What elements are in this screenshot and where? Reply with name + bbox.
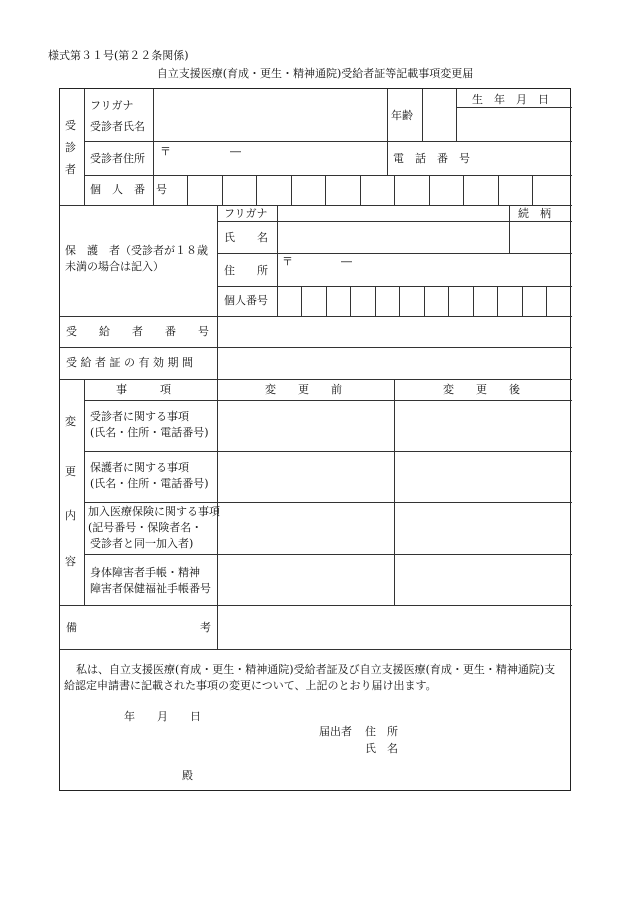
guardian-postal-mark: 〒: [282, 255, 293, 268]
patient-group-label-1: 受: [65, 119, 76, 132]
declaration-name-label: 氏 名: [365, 742, 398, 755]
patient-birth-date-field[interactable]: [457, 108, 571, 140]
guardian-individual-number-label: 個人番号: [224, 294, 268, 307]
recipient-number-field[interactable]: [218, 317, 571, 346]
patient-individual-number-field[interactable]: [154, 176, 571, 204]
patient-address-label: 受診者住所: [90, 152, 145, 165]
change-row-1-after-field[interactable]: [395, 401, 571, 450]
changes-group-label-2: 更: [65, 465, 76, 478]
patient-group-label-3: 者: [65, 163, 76, 176]
change-row-2-after-field[interactable]: [395, 452, 571, 501]
changes-group-label-4: 容: [65, 555, 76, 568]
patient-name-field[interactable]: [154, 90, 386, 140]
change-row-1-line1: 受診者に関する事項: [90, 410, 189, 423]
change-row-3-before-field[interactable]: [218, 503, 393, 553]
patient-address-field[interactable]: [154, 142, 386, 174]
patient-age-label: 年齢: [391, 109, 413, 122]
change-row-1-line2: (氏名・住所・電話番号): [90, 426, 209, 439]
changes-col-after: 変 更 後: [443, 383, 520, 396]
patient-birth-date-label: 生 年 月 日: [472, 93, 549, 106]
change-row-4-after-field[interactable]: [395, 555, 571, 604]
changes-group-label-3: 内: [65, 509, 76, 522]
patient-phone-label: 電 話 番 号: [393, 152, 470, 165]
validity-period-field[interactable]: [218, 348, 571, 378]
patient-name-label: 受診者氏名: [90, 120, 145, 133]
submitter-name-field[interactable]: [410, 739, 560, 757]
change-row-4-line1: 身体障害者手帳・精神: [90, 566, 200, 579]
form-number: 様式第３１号(第２２条関係): [48, 49, 189, 62]
change-row-3-line2: (記号番号・保険者名・: [88, 521, 203, 534]
submitter-address-field[interactable]: [410, 721, 560, 739]
patient-individual-number-label: 個 人 番 号: [90, 183, 167, 196]
patient-postal-mark: 〒: [160, 145, 171, 158]
declaration-text: 私は、自立支援医療(育成・更生・精神通院)受給者証及び自立支援医療(育成・更生・精神通院)支給認定申請書に記載された事項の変更について、上記のとおり届け出ます。: [64, 663, 556, 692]
form-sheet: [59, 88, 571, 791]
guardian-name-field[interactable]: [278, 206, 508, 252]
change-row-2-line2: (氏名・住所・電話番号): [90, 477, 209, 490]
change-row-2-before-field[interactable]: [218, 452, 393, 501]
change-row-3-line1: 加入医療保険に関する事項: [88, 505, 220, 518]
change-row-3-after-field[interactable]: [395, 503, 571, 553]
declaration-date: 年 月 日: [124, 710, 201, 723]
remarks-label-left: 備: [66, 621, 77, 634]
form-title: 自立支援医療(育成・更生・精神通院)受給者証等記載事項変更届: [156, 67, 474, 80]
changes-col-item: 事 項: [116, 383, 171, 396]
guardian-furigana-label: フリガナ: [224, 207, 268, 220]
change-row-4-line2: 障害者保健福祉手帳番号: [90, 582, 211, 595]
declaration-address-label: 住 所: [365, 725, 398, 738]
change-row-2-line1: 保護者に関する事項: [90, 461, 189, 474]
remarks-label-right: 考: [200, 621, 211, 634]
guardian-label: 保 護 者（受診者が１８歳未満の場合は記入）: [65, 244, 208, 273]
guardian-postal-dash: ―: [341, 255, 352, 268]
guardian-name-label: 氏 名: [224, 231, 268, 244]
change-row-4-before-field[interactable]: [218, 555, 393, 604]
guardian-relation-field[interactable]: [510, 222, 571, 252]
patient-phone-field[interactable]: [457, 142, 571, 174]
recipient-number-label: 受 給 者 番 号: [66, 325, 209, 338]
change-row-3-line3: 受診者と同一加入者): [90, 537, 194, 550]
declaration-submitter: 届出者: [319, 725, 352, 738]
patient-postal-dash: ―: [230, 145, 241, 158]
change-row-1-before-field[interactable]: [218, 401, 393, 450]
changes-group-label-1: 変: [65, 415, 76, 428]
remarks-field[interactable]: [218, 606, 571, 648]
validity-period-label: 受 給 者 証 の 有 効 期 間: [66, 356, 193, 369]
guardian-address-field[interactable]: [278, 254, 571, 285]
guardian-relation-label: 続 柄: [518, 207, 551, 220]
patient-furigana-label: フリガナ: [90, 99, 134, 112]
guardian-address-label: 住 所: [224, 264, 268, 277]
patient-group-label-2: 診: [65, 141, 76, 154]
changes-col-before: 変 更 前: [265, 383, 342, 396]
patient-age-field[interactable]: [423, 90, 455, 140]
guardian-individual-number-field[interactable]: [278, 287, 571, 315]
declaration-addressee: 殿: [182, 769, 193, 782]
